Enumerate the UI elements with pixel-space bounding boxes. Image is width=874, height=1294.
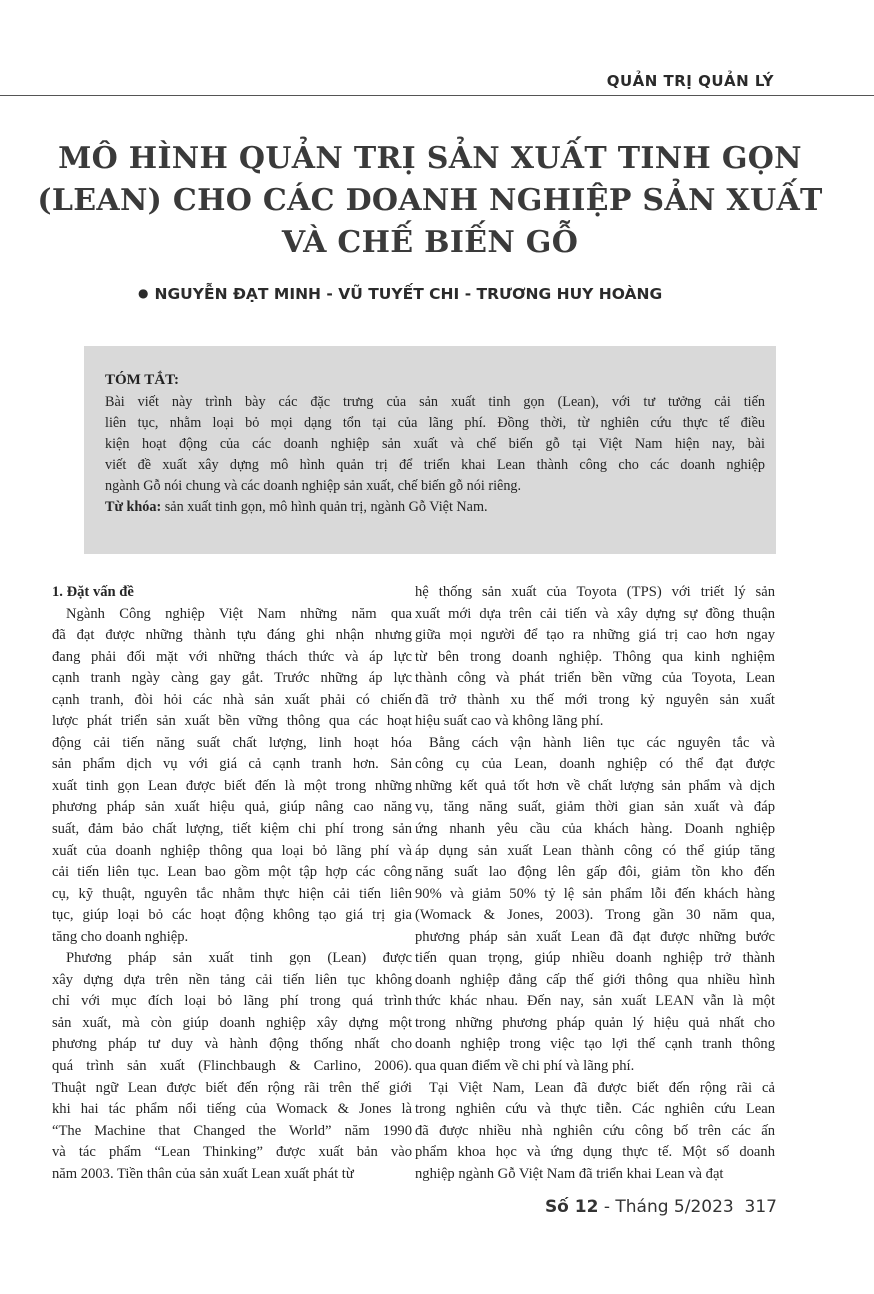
- text-line: vụ, tăng năng suất, giảm thời gian sản xuất và đáp: [415, 799, 775, 816]
- text-line: hệ thống sản xuất của Toyota (TPS) với triết lý sản: [415, 584, 775, 600]
- abstract-line: viết đề xuất xây dựng mô hình quản trị để triển khai Lean thành công cho các doanh nghiệp: [105, 457, 765, 473]
- section-heading: 1. Đặt vấn đề: [52, 584, 134, 600]
- text-line: thức khác nhau. Đến nay, sản xuất LEAN vẫn là một: [415, 993, 775, 1010]
- text-line: Bằng cách vận hành liên tục các nguyên tắc và: [429, 734, 775, 751]
- text-line: cải tiến liên tục. Lean bao gồm một tập hợp các công: [52, 864, 412, 881]
- text-line: phương pháp sản xuất Lean đã đạt được những bước: [415, 928, 775, 945]
- text-line: xuất tinh gọn Lean được biết đến là một trong những: [52, 777, 412, 794]
- text-line: thành công và phát triển bền vững của Toyota, Lean: [415, 670, 775, 687]
- right-column: [415, 582, 775, 1185]
- text-line: những kết quả tốt hơn về chất lượng sản phẩm và dịch: [415, 777, 775, 794]
- text-line: Tại Việt Nam, Lean đã được biết đến rộng rãi cả: [429, 1079, 775, 1096]
- author-line: [138, 285, 662, 303]
- text-line: cụ, kỹ thuật, nguyên tắc nhằm thực hiện cải tiến liên: [52, 885, 412, 902]
- abstract-box: [84, 346, 776, 554]
- text-line: động cải tiến năng suất chất lượng, linh hoạt hóa: [52, 734, 412, 751]
- text-line: chỉ với mục đích loại bỏ lãng phí trong quá trình: [52, 993, 412, 1010]
- page-number: 317: [744, 1197, 777, 1217]
- text-line: năng suất lao động lên gấp đôi, giảm tồn kho đến: [415, 864, 775, 881]
- section-label: QUẢN TRỊ QUẢN LÝ: [606, 72, 774, 90]
- text-line: tục, giúp loại bỏ các hoạt động không tạo giá trị gia: [52, 907, 412, 924]
- text-line: hiệu suất cao và không lãng phí.: [415, 713, 604, 730]
- page-footer: [545, 1197, 777, 1217]
- text-line: xuất của doanh nghiệp thông qua loại bỏ lãng phí và: [52, 842, 412, 859]
- text-line: “The Machine that Changed the World” năm 1990: [52, 1122, 412, 1139]
- text-line: 90% và giảm 50% tỷ lệ sản phẩm lỗi đến khách hàng: [415, 885, 775, 902]
- text-line: đang phải đối mặt với những thách thức và áp lực: [52, 648, 412, 665]
- title-line: MÔ HÌNH QUẢN TRỊ SẢN XUẤT TINH GỌN: [58, 141, 802, 176]
- abstract-heading: TÓM TẮT:: [105, 372, 180, 388]
- text-line: năm 2003. Tiền thân của sản xuất Lean xuất phát từ: [52, 1165, 354, 1182]
- author-names: NGUYỄN ĐẠT MINH - VŨ TUYẾT CHI - TRƯƠNG HUY HOÀNG: [154, 285, 663, 303]
- title-line: (LEAN) CHO CÁC DOANH NGHIỆP SẢN XUẤT: [37, 183, 823, 218]
- abstract-line: kiện hoạt động của các doanh nghiệp sản xuất và chế biến gỗ tại Việt Nam hiện nay, bài: [105, 436, 765, 452]
- title-line: VÀ CHẾ BIẾN GỖ: [281, 225, 579, 260]
- text-line: ứng nhanh yêu cầu của khách hàng. Doanh nghiệp: [415, 821, 775, 838]
- text-line: tiến quan trọng, giúp nhiều doanh nghiệp trở thành: [415, 950, 775, 967]
- text-line: xuất mới dựa trên cải tiến và xây dựng sự đồng thuận: [415, 605, 775, 622]
- text-line: giữa mọi người để tạo ra những giá trị cao hơn ngay: [415, 627, 775, 644]
- text-line: từ bên trong doanh nghiệp. Thông qua kinh nghiệm: [415, 648, 775, 665]
- text-line: qua quan điểm về chi phí và lãng phí.: [415, 1058, 635, 1075]
- text-line: nghiệp ngành Gỗ Việt Nam đã triển khai Lean và đạt: [415, 1165, 724, 1182]
- text-line: cạnh tranh, đòi hỏi các nhà sản xuất phải có chiến: [52, 691, 412, 708]
- text-line: suất, đảm bảo chất lượng, tiết kiệm chi phí trong sản: [52, 821, 412, 838]
- abstract-line: ngành Gỗ nói chung và các doanh nghiệp sản xuất, chế biến gỗ nói riêng.: [105, 478, 522, 494]
- abstract-line: Bài viết này trình bày các đặc trưng của sản xuất tinh gọn (Lean), với tư tưởng cải tiến: [105, 394, 765, 410]
- keywords-text: sản xuất tinh gọn, mô hình quản trị, ngành Gỗ Việt Nam.: [161, 499, 488, 515]
- text-line: phương pháp tư duy và hành động thống nhất cho: [52, 1036, 412, 1053]
- article-title: [30, 138, 830, 264]
- text-line: và tác phẩm “Lean Thinking” được xuất bản vào: [52, 1144, 412, 1161]
- text-line: xây dựng dựa trên nền tảng cải tiến liên tục không: [52, 971, 412, 988]
- abstract-line: liên tục, nhằm loại bỏ mọi dạng tổn tại của lãng phí. Đồng thời, từ nghiên cứu thực tế điều: [105, 415, 765, 431]
- text-line: phẩm khoa học và ứng dụng thực tế. Một số doanh: [415, 1144, 775, 1161]
- keywords-label: Từ khóa:: [105, 499, 162, 515]
- issue-date: - Tháng 5/2023: [598, 1197, 734, 1217]
- text-line: đã được nhiều nhà nghiên cứu công bố trên các ấn: [415, 1122, 775, 1139]
- text-line: tăng cho doanh nghiệp.: [52, 928, 189, 945]
- text-line: đã đạt được những thành tựu đáng ghi nhận nhưng: [52, 627, 412, 644]
- text-line: đã trở thành xu thế mới trong kỷ nguyên sản xuất: [415, 691, 775, 708]
- text-line: sản phẩm dịch vụ với giá cả cạnh tranh hơn. Sản: [52, 756, 412, 773]
- text-line: cạnh tranh ngày càng gay gắt. Trước những áp lực: [52, 670, 412, 687]
- text-line: doanh nghiệp đẳng cấp thế giới thông qua nhiều hình: [415, 971, 775, 988]
- text-line: lược phát triển sản xuất bền vững thông qua các hoạt: [52, 713, 412, 730]
- text-line: sản xuất, mà còn giúp doanh nghiệp xây dựng một: [52, 1014, 412, 1031]
- keywords-line: [105, 497, 765, 518]
- text-line: phương pháp sản xuất hiệu quả, giúp nâng cao năng: [52, 799, 412, 816]
- bullet-icon: ●: [138, 286, 149, 300]
- text-line: trong những phương pháp quản lý hiệu quả nhất cho: [415, 1014, 775, 1031]
- text-line: Thuật ngữ Lean được biết đến rộng rãi trên thế giới: [52, 1079, 412, 1096]
- text-line: khi hai tác phẩm nổi tiếng của Womack & Jones là: [52, 1101, 412, 1118]
- text-line: công cụ của Lean, doanh nghiệp có thể đạt được: [415, 756, 775, 773]
- left-column: [52, 582, 412, 1185]
- text-line: doanh nghiệp trong việc tạo lợi thế cạnh tranh thông: [415, 1036, 775, 1053]
- header-rule: [0, 95, 874, 96]
- text-line: Ngành Công nghiệp Việt Nam những năm qua: [66, 605, 412, 622]
- text-line: trong nghiên cứu và thực tiễn. Các nghiên cứu Lean: [415, 1101, 775, 1118]
- issue-number: Số 12: [544, 1197, 599, 1217]
- text-line: áp dụng sản xuất Lean thành công có thể giúp tăng: [415, 842, 775, 859]
- text-line: (Womack & Jones, 2003). Trong gần 30 năm qua,: [415, 907, 775, 924]
- text-line: Phương pháp sản xuất tinh gọn (Lean) được: [66, 950, 412, 967]
- text-line: quá trình sản xuất (Flinchbaugh & Carlino, 2006).: [52, 1058, 412, 1075]
